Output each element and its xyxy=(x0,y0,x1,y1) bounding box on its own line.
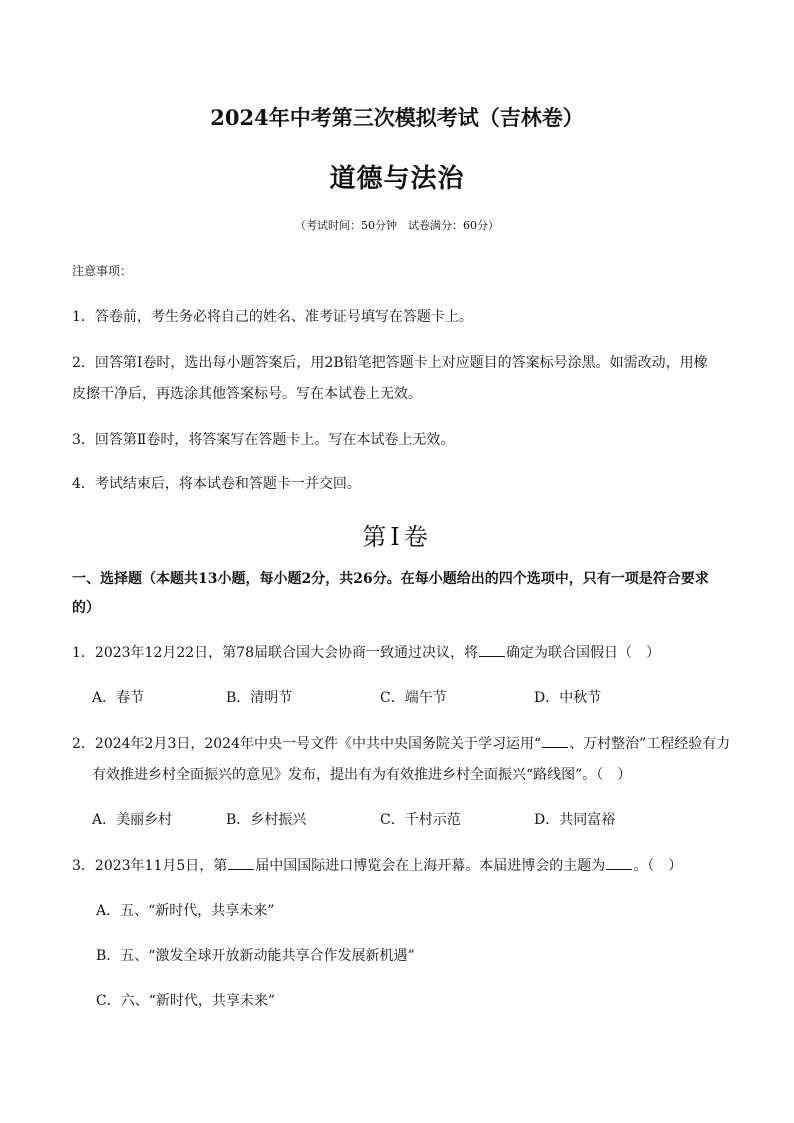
answer-blank xyxy=(542,735,568,748)
question-2-stem-after: 、万村整治”工程经验有力 xyxy=(569,736,731,752)
question-2-stem xyxy=(72,733,730,753)
note-item-2: 2．回答第Ⅰ卷时，选出每小题答案后，用2B铅笔把答题卡上对应题目的答案标号涂黑。如需改动，用橡 xyxy=(72,355,708,371)
note-item-4: 4．考试结束后，将本试卷和答题卡一并交回。 xyxy=(72,476,361,492)
exam-title: 2024年中考第三次模拟考试（吉林卷） xyxy=(210,105,584,130)
answer-blank xyxy=(479,644,505,657)
question-3-option-b: B．五、“激发全球开放新动能共享合作发展新机遇” xyxy=(96,948,415,964)
section-instruction-line1: 一、选择题（本题共13小题，每小题2分，共26分。在每小题给出的四个选项中，只有一项是符合要求 xyxy=(72,571,709,587)
question-2-option-c: C．千村示范 xyxy=(380,812,461,828)
question-1-stem-before: 1．2023年12月22日，第78届联合国大会协商一致通过决议，将 xyxy=(72,645,478,661)
question-3-stem-a: 3．2023年11月5日，第 xyxy=(72,858,228,874)
answer-blank xyxy=(228,857,254,870)
question-3-stem-b: 届中国国际进口博览会在上海开幕。本届进博会的主题为 xyxy=(255,858,606,874)
section-instruction xyxy=(72,568,709,588)
subject-title: 道德与法治 xyxy=(329,164,465,194)
question-3-option-a: A．五、“新时代，共享未来” xyxy=(96,903,275,919)
question-3-stem xyxy=(72,855,682,875)
question-2-option-d: D．共同富裕 xyxy=(534,812,616,828)
section-title: 第Ⅰ卷 xyxy=(362,523,432,551)
section-instruction-cont xyxy=(72,597,100,617)
question-1-option-d: D．中秋节 xyxy=(534,690,602,706)
question-2-option-a: A．美丽乡村 xyxy=(92,812,173,828)
notes-heading: 注意事项： xyxy=(72,264,133,278)
question-1-stem-after: 确定为联合国假日（ ） xyxy=(505,645,660,661)
question-2-stem-before: 2．2024年2月3日，2024年中央一号文件《中共中央国务院关于学习运用“ xyxy=(72,736,542,752)
question-2-stem-cont: 有效推进乡村全面振兴的意见》发布，提出有为有效推进乡村全面振兴“路线图”。（ ） xyxy=(92,767,632,783)
section-instruction-line2: 的） xyxy=(72,600,100,616)
note-item-1: 1．答卷前，考生务必将自己的姓名、准考证号填写在答题卡上。 xyxy=(72,309,473,325)
question-1-option-c: C．端午节 xyxy=(380,690,447,706)
question-1-stem xyxy=(72,642,660,662)
answer-blank xyxy=(606,857,632,870)
question-1-option-a: A．春节 xyxy=(92,690,145,706)
note-item-3: 3．回答第Ⅱ卷时，将答案写在答题卡上。写在本试卷上无效。 xyxy=(72,432,455,448)
question-2-option-b: B．乡村振兴 xyxy=(226,812,307,828)
question-3-stem-c: 。（ ） xyxy=(633,858,683,874)
exam-meta: （考试时间：50分钟 试卷满分：60分） xyxy=(295,219,499,232)
note-item-2-cont: 皮擦干净后，再选涂其他答案标号。写在本试卷上无效。 xyxy=(72,386,422,402)
question-3-option-c: C．六、“新时代，共享未来” xyxy=(96,993,276,1009)
question-1-option-b: B．清明节 xyxy=(226,690,293,706)
